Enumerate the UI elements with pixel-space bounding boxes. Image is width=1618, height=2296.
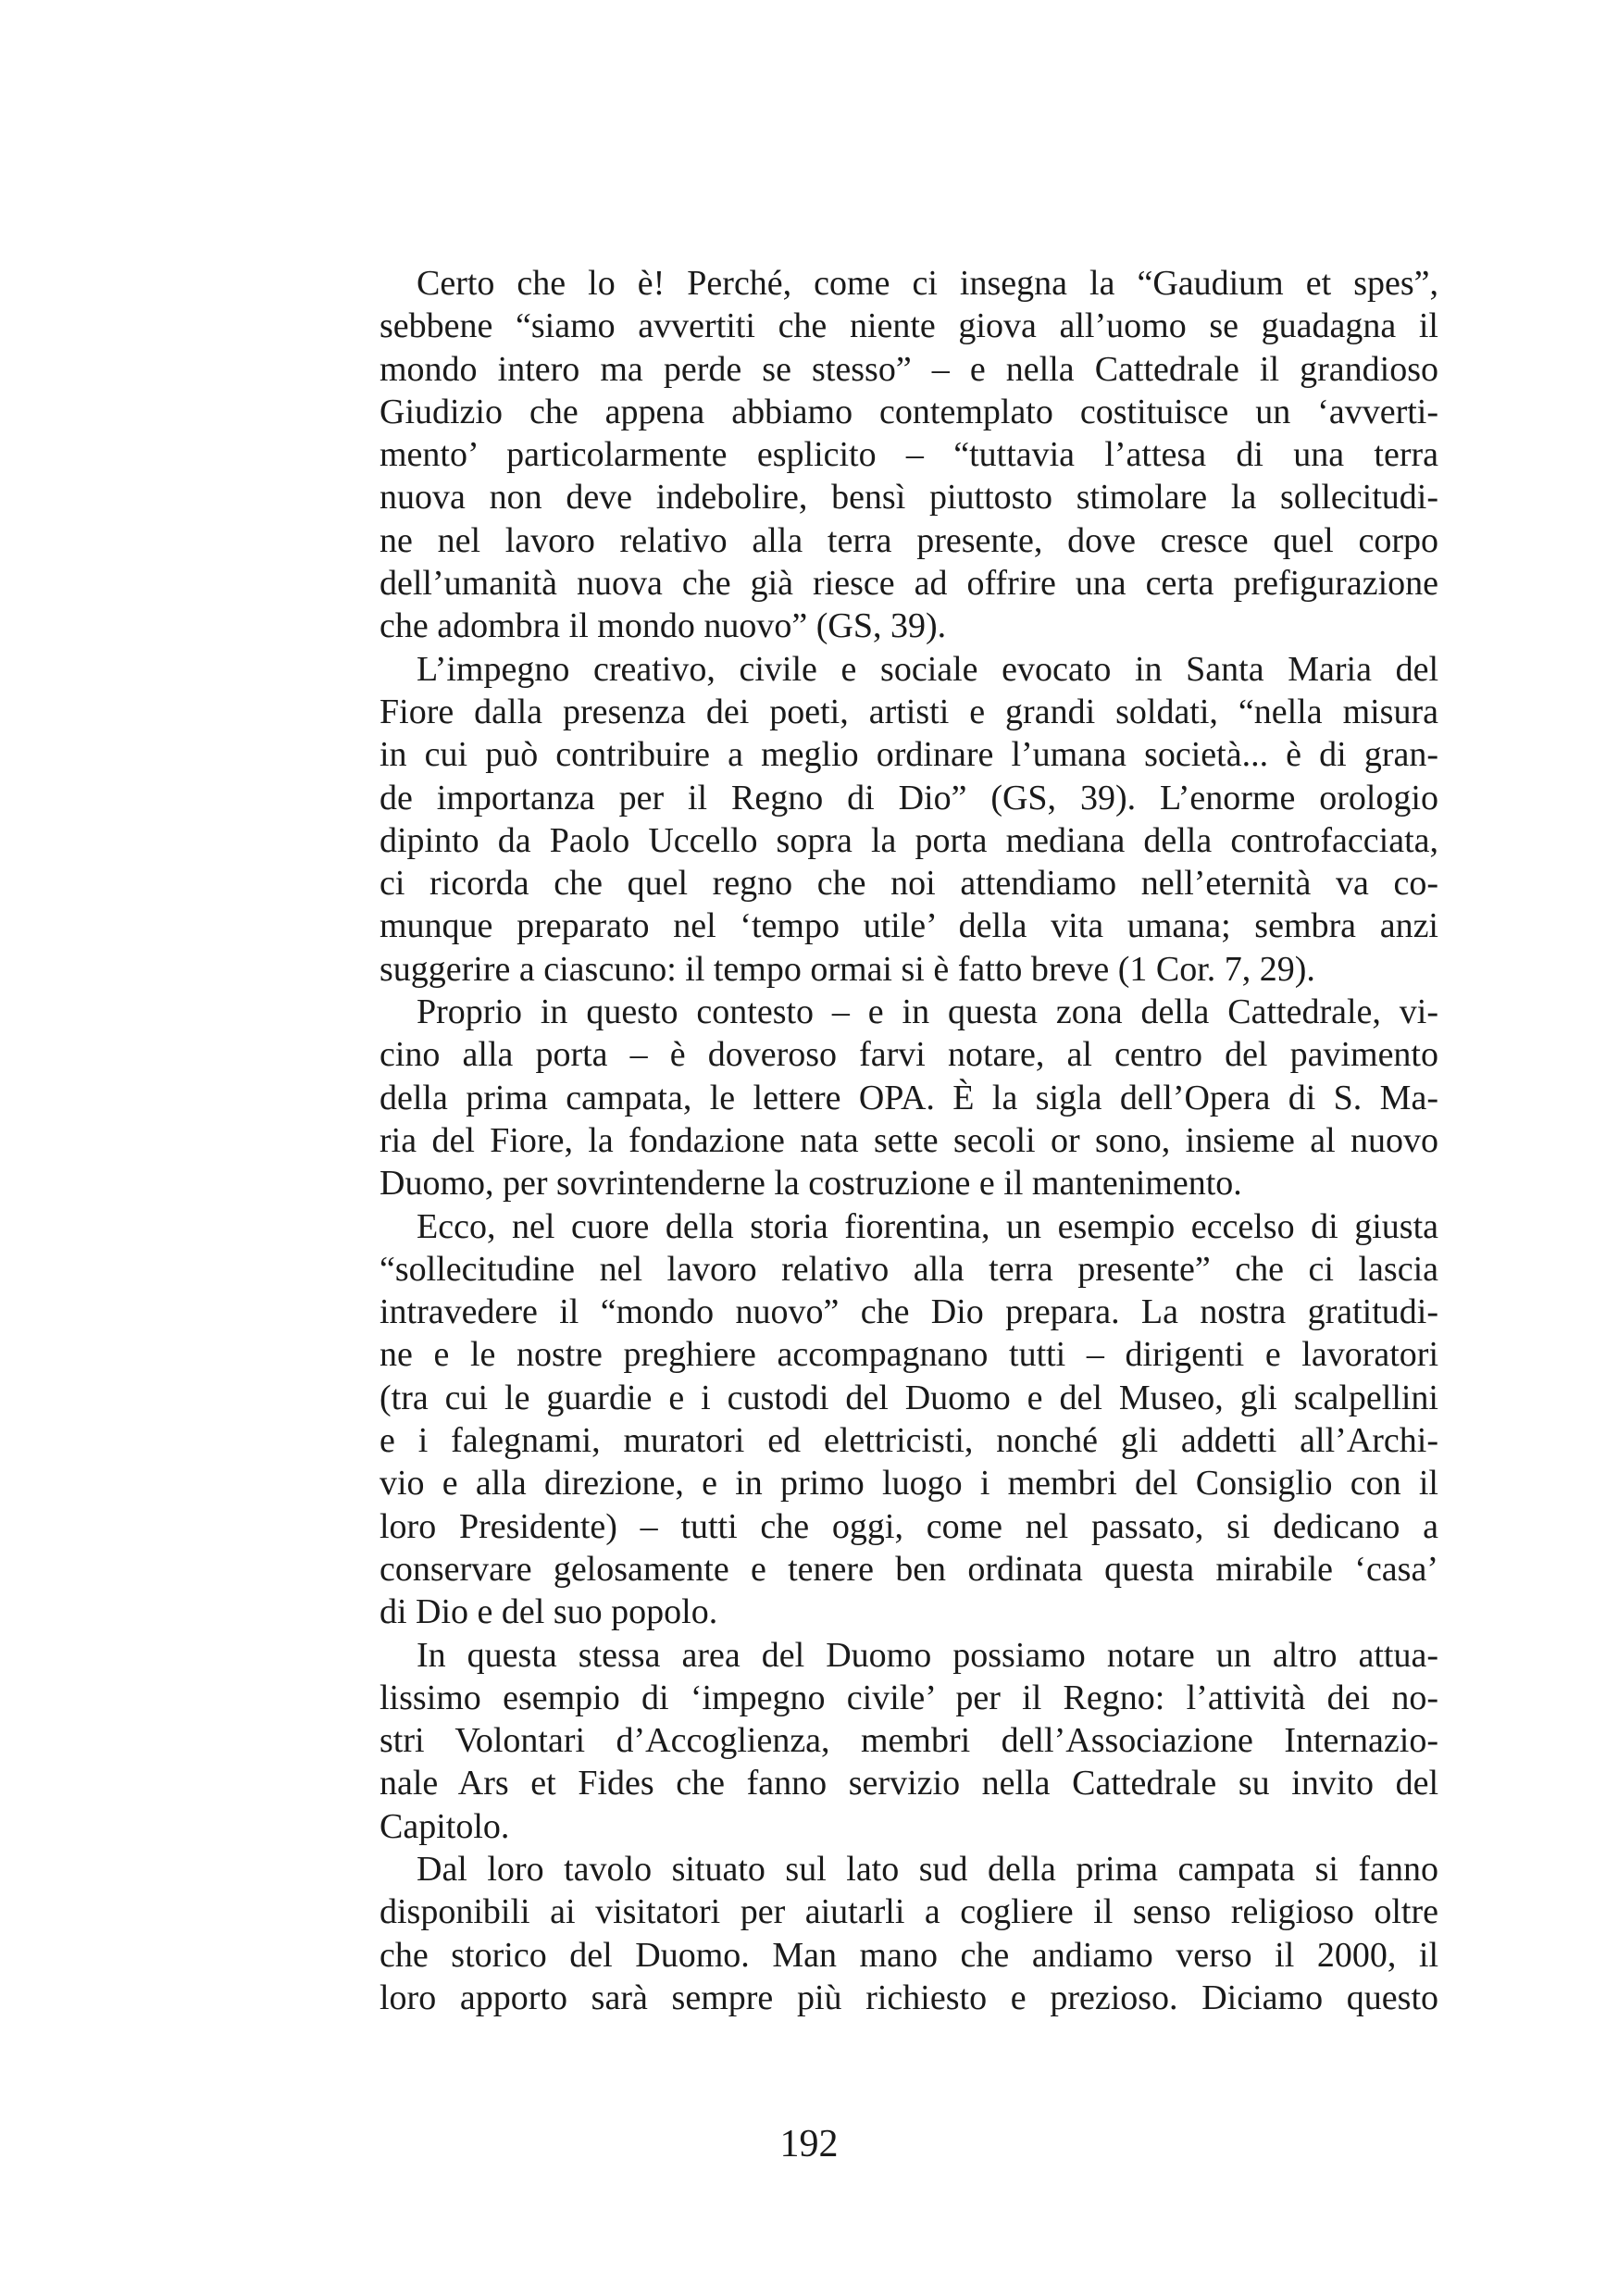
- text-line: loro apporto sarà sempre più richiesto e prezioso. Diciamo questo: [380, 1978, 1438, 2017]
- text-line: suggerire a ciascuno: il tempo ormai si è fatto breve (1 Cor. 7, 29).: [380, 949, 1315, 989]
- text-line: mondo intero ma perde se stesso” – e nella Cattedrale il grandioso: [380, 349, 1438, 389]
- text-line: nale Ars et Fides che fanno servizio nella Cattedrale su invito del: [380, 1764, 1438, 1803]
- text-line: Fiore dalla presenza dei poeti, artisti e grandi soldati, “nella misura: [380, 692, 1438, 731]
- text-line: “sollecitudine nel lavoro relativo alla terra presente” che ci lascia: [380, 1249, 1438, 1289]
- text-line: intravedere il “mondo nuovo” che Dio prepara. La nostra gratitudi-: [380, 1292, 1438, 1332]
- text-line: dell’umanità nuova che già riesce ad offrire una certa prefigurazione: [380, 564, 1438, 604]
- text-line: cino alla porta – è doveroso farvi notare, al centro del pavimento: [380, 1035, 1438, 1075]
- text-line: L’impegno creativo, civile e sociale evocato in Santa Maria del: [417, 649, 1438, 689]
- text-line: Ecco, nel cuore della storia fiorentina, un esempio eccelso di giusta: [417, 1206, 1438, 1246]
- text-line: stri Volontari d’Accoglienza, membri dell’Associazione Internazio-: [380, 1721, 1438, 1761]
- body-text: [380, 262, 1438, 2019]
- text-line: Duomo, per sovrintenderne la costruzione e il mantenimento.: [380, 1164, 1242, 1204]
- text-line: de importanza per il Regno di Dio” (GS, 39). L’enorme orologio: [380, 778, 1438, 817]
- text-line: munque preparato nel ‘tempo utile’ della vita umana; sembra anzi: [380, 906, 1438, 946]
- text-line: (tra cui le guardie e i custodi del Duomo e del Museo, gli scalpellini: [380, 1378, 1438, 1417]
- text-line: ci ricorda che quel regno che noi attendiamo nell’eternità va co-: [380, 864, 1438, 904]
- text-line: nuova non deve indebolire, bensì piuttosto stimolare la sollecitudi-: [380, 478, 1438, 518]
- page-number: 192: [779, 2123, 839, 2165]
- text-line: della prima campata, le lettere OPA. È la sigla dell’Opera di S. Ma-: [380, 1078, 1438, 1117]
- text-line: che adombra il mondo nuovo” (GS, 39).: [380, 606, 947, 646]
- text-line: loro Presidente) – tutti che oggi, come nel passato, si dedicano a: [380, 1506, 1438, 1546]
- text-line: ne nel lavoro relativo alla terra presente, dove cresce quel corpo: [380, 520, 1438, 560]
- text-line: Capitolo.: [380, 1806, 510, 1846]
- text-line: Dal loro tavolo situato sul lato sud della prima campata si fanno: [417, 1849, 1438, 1889]
- text-line: sebbene “siamo avvertiti che niente giova all’uomo se guadagna il: [380, 306, 1438, 346]
- text-line: e i falegnami, muratori ed elettricisti, nonché gli addetti all’Archi-: [380, 1421, 1438, 1461]
- text-line: mento’ particolarmente esplicito – “tuttavia l’attesa di una terra: [380, 435, 1438, 475]
- text-line: ria del Fiore, la fondazione nata sette secoli or sono, insieme al nuovo: [380, 1120, 1438, 1160]
- text-line: conservare gelosamente e tenere ben ordinata questa mirabile ‘casa’: [380, 1549, 1438, 1589]
- text-line: che storico del Duomo. Man mano che andiamo verso il 2000, il: [380, 1935, 1438, 1975]
- text-line: ne e le nostre preghiere accompagnano tutti – dirigenti e lavoratori: [380, 1335, 1438, 1375]
- text-line: In questa stessa area del Duomo possiamo notare un altro attua-: [417, 1635, 1438, 1675]
- text-line: Giudizio che appena abbiamo contemplato costituisce un ‘avverti-: [380, 392, 1438, 431]
- text-line: Proprio in questo contesto – e in questa zona della Cattedrale, vi-: [417, 992, 1438, 1032]
- text-line: di Dio e del suo popolo.: [380, 1592, 718, 1632]
- text-line: dipinto da Paolo Uccello sopra la porta mediana della controfacciata,: [380, 820, 1438, 860]
- text-line: Certo che lo è! Perché, come ci insegna la “Gaudium et spes”,: [417, 264, 1438, 303]
- text-line: vio e alla direzione, e in primo luogo i membri del Consiglio con il: [380, 1464, 1438, 1504]
- text-line: disponibili ai visitatori per aiutarli a cogliere il senso religioso oltre: [380, 1892, 1438, 1932]
- text-line: lissimo esempio di ‘impegno civile’ per il Regno: l’attività dei no-: [380, 1678, 1438, 1717]
- text-line: in cui può contribuire a meglio ordinare l’umana società... è di gran-: [380, 735, 1438, 775]
